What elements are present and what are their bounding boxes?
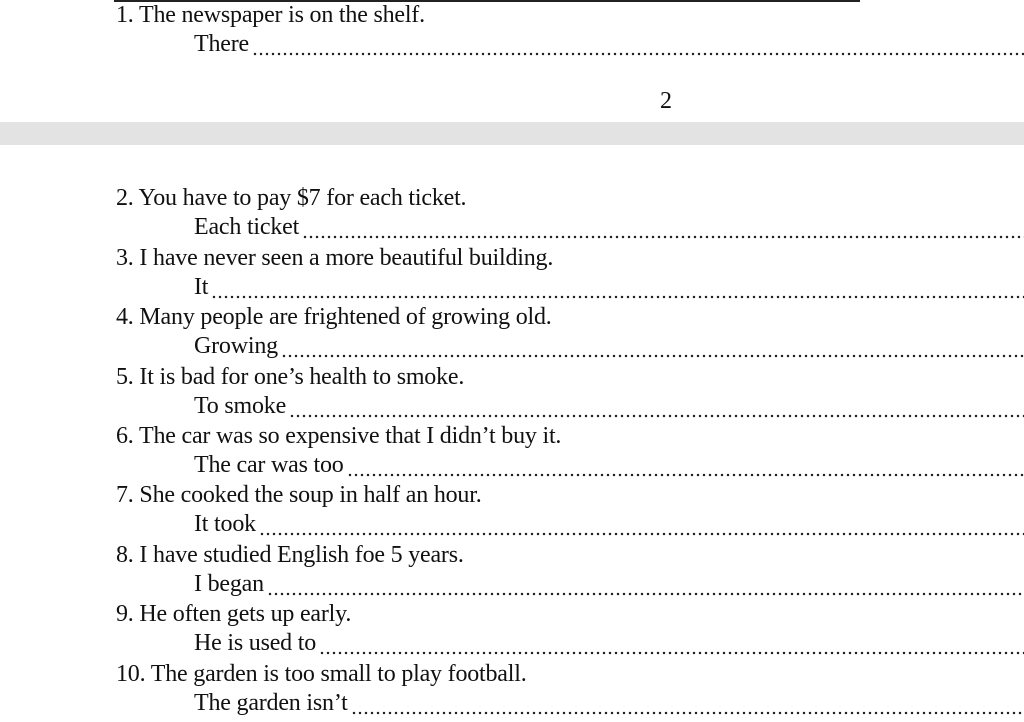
answer-stem: He is used to (194, 630, 317, 656)
dotted-blank[interactable] (347, 456, 1024, 478)
dotted-blank[interactable] (281, 337, 1024, 359)
answer-line[interactable] (194, 212, 1024, 242)
answer-line[interactable] (194, 391, 1024, 421)
exercise-sentence (116, 480, 482, 510)
exercise-sentence (116, 0, 425, 30)
answer-stem: It (194, 274, 209, 300)
answer-stem: The car was too (194, 452, 344, 478)
exercise-number: 7. (116, 482, 134, 508)
page-number: 2 (660, 88, 672, 114)
exercise-number: 10. (116, 661, 146, 687)
answer-line[interactable] (194, 509, 1024, 539)
answer-line[interactable] (194, 29, 1024, 59)
exercise-number: 6. (116, 423, 134, 449)
dotted-blank[interactable] (259, 515, 1024, 537)
answer-line[interactable] (194, 628, 1024, 658)
dotted-blank[interactable] (351, 694, 1024, 716)
exercise-number: 3. (116, 245, 134, 271)
answer-line[interactable] (194, 450, 1024, 480)
exercise-text: Many people are frightened of growing old. (139, 304, 552, 330)
answer-line[interactable] (194, 272, 1024, 302)
exercise-text: The newspaper is on the shelf. (138, 2, 425, 28)
answer-stem: There (194, 31, 249, 57)
exercise-text: You have to pay $7 for each ticket. (138, 185, 467, 211)
answer-stem: I began (194, 571, 264, 597)
answer-stem: To smoke (194, 393, 287, 419)
answer-line[interactable] (194, 688, 1024, 718)
answer-stem: Growing (194, 333, 278, 359)
exercise-sentence (116, 302, 552, 332)
page-fragment-top (0, 0, 1024, 122)
answer-stem: It took (194, 511, 256, 537)
exercise-number: 1. (116, 2, 134, 28)
answer-line[interactable] (194, 569, 1024, 599)
page-fragment-bottom (0, 145, 1024, 722)
exercise-text: I have studied English foe 5 years. (139, 542, 464, 568)
exercise-text: She cooked the soup in half an hour. (139, 482, 482, 508)
exercise-text: I have never seen a more beautiful building. (139, 245, 554, 271)
exercise-number: 5. (116, 364, 134, 390)
exercise-sentence (116, 659, 527, 689)
exercise-text: He often gets up early. (139, 601, 352, 627)
answer-stem: Each ticket (194, 214, 300, 240)
exercise-number: 9. (116, 601, 134, 627)
dotted-blank[interactable] (319, 634, 1024, 656)
exercise-sentence (116, 599, 351, 629)
exercise-sentence (116, 183, 466, 213)
exercise-sentence (116, 540, 464, 570)
dotted-blank[interactable] (289, 397, 1024, 419)
exercise-number: 4. (116, 304, 134, 330)
exercise-text: The garden is too small to play football. (150, 661, 527, 687)
exercise-text: It is bad for one’s health to smoke. (139, 364, 465, 390)
exercise-number: 2. (116, 185, 134, 211)
page-divider (0, 122, 1024, 145)
exercise-number: 8. (116, 542, 134, 568)
dotted-blank[interactable] (252, 35, 1024, 57)
answer-stem: The garden isn’t (194, 690, 348, 716)
answer-line[interactable] (194, 331, 1024, 361)
exercise-sentence (116, 421, 561, 451)
dotted-blank[interactable] (211, 278, 1024, 300)
dotted-blank[interactable] (267, 575, 1024, 597)
exercise-sentence (116, 362, 464, 392)
exercise-text: The car was so expensive that I didn’t buy it. (138, 423, 562, 449)
dotted-blank[interactable] (302, 218, 1024, 240)
exercise-sentence (116, 243, 553, 273)
